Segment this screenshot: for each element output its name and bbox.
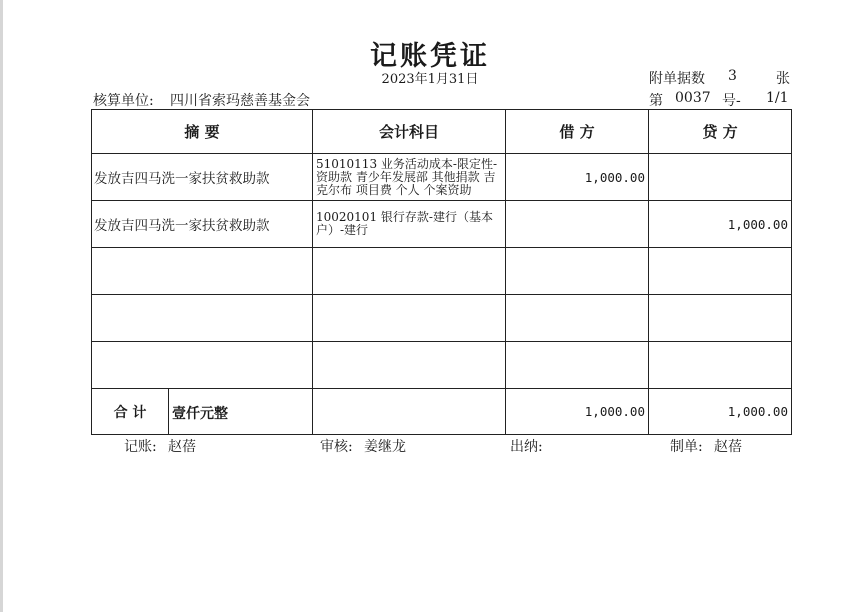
total-debit: 1,000.00 — [506, 389, 649, 435]
empty-row — [92, 342, 792, 389]
attachments-count: 3 — [728, 68, 737, 84]
row-credit: 1,000.00 — [649, 201, 792, 248]
table-row — [92, 201, 792, 248]
accounting-unit-label: 核算单位: — [93, 93, 154, 109]
empty-row — [92, 248, 792, 295]
row-credit — [649, 154, 792, 201]
table-row — [92, 154, 792, 201]
total-cell — [92, 389, 313, 435]
header-row — [92, 110, 792, 154]
preparer-label: 制单: — [670, 439, 703, 455]
auditor-name: 姜继龙 — [364, 439, 406, 455]
accounting-unit-name: 四川省索玛慈善基金会 — [170, 93, 310, 109]
bookkeeper-label: 记账: — [124, 439, 157, 455]
voucher-table — [91, 109, 792, 435]
preparer-name: 赵蓓 — [714, 439, 742, 455]
empty-row — [92, 295, 792, 342]
attachments-unit: 张 — [776, 71, 790, 87]
row-account: 10020101 银行存款-建行（基本户）-建行 — [313, 201, 506, 248]
auditor-label: 审核: — [320, 439, 353, 455]
attachments-label: 附单据数 — [649, 71, 705, 87]
account-header: 会计科目 — [313, 110, 506, 154]
total-label: 合 计 — [92, 389, 169, 434]
row-debit: 1,000.00 — [506, 154, 649, 201]
credit-header: 贷 方 — [649, 110, 792, 154]
row-account: 51010113 业务活动成本-限定性-资助款 青少年发展部 其他捐款 吉克尔布 项目费 个人 个案资助 — [313, 154, 506, 201]
row-summary: 发放吉四马洗一家扶贫救助款 — [92, 201, 313, 248]
voucher-number: 0037 — [675, 90, 711, 106]
voucher-title: 记账凭证 — [370, 41, 490, 72]
voucher-page: 1/1 — [766, 90, 789, 106]
cashier-label: 出纳: — [510, 439, 543, 455]
total-credit: 1,000.00 — [649, 389, 792, 435]
voucher-suffix: 号- — [722, 93, 741, 109]
debit-header: 借 方 — [506, 110, 649, 154]
voucher-date: 2023年1月31日 — [381, 72, 479, 87]
voucher-prefix: 第 — [649, 93, 663, 109]
summary-header: 摘 要 — [92, 110, 313, 154]
row-debit — [506, 201, 649, 248]
row-summary: 发放吉四马洗一家扶贫救助款 — [92, 154, 313, 201]
bookkeeper-name: 赵蓓 — [168, 439, 196, 455]
total-amount-words: 壹仟元整 — [172, 406, 228, 422]
scan-edge — [0, 0, 3, 612]
total-row — [92, 389, 792, 435]
